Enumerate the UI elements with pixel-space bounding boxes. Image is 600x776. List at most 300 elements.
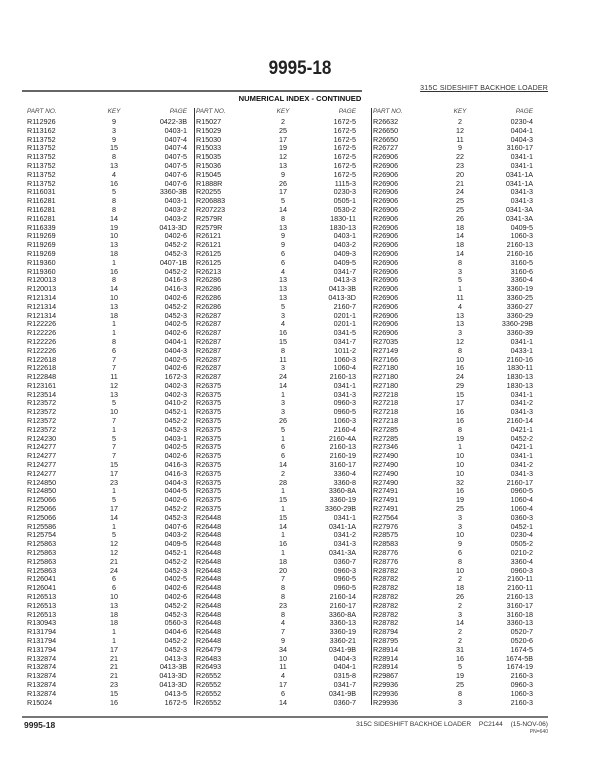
page-reference: 0404-5: [164, 486, 187, 496]
page-reference: 0230-4: [510, 116, 533, 126]
part-number: R26287: [196, 319, 222, 329]
page-reference: 0404-1: [333, 662, 356, 672]
page-reference: 2160-14: [329, 592, 356, 602]
page-reference: 0402-5: [164, 319, 187, 329]
key-number: 18: [110, 310, 118, 320]
page-reference: 0960-5: [333, 574, 356, 584]
part-number: R26287: [196, 328, 222, 338]
part-number: R125066: [27, 504, 57, 514]
column-divider: [194, 108, 195, 705]
key-number: 26: [279, 416, 287, 426]
page-reference: 0413-3D: [328, 292, 356, 302]
header-key: KEY: [107, 108, 121, 115]
page-reference: 3360-21: [329, 636, 356, 645]
part-number: R26213: [196, 266, 222, 276]
page-reference: 0421-1: [510, 442, 533, 452]
key-number: 8: [112, 152, 116, 162]
key-number: 2: [281, 116, 285, 126]
key-number: 3: [458, 266, 462, 276]
machine-title: 315C SIDESHIFT BACKHOE LOADER: [420, 85, 548, 92]
page-reference: 0416-3: [164, 275, 187, 285]
page-reference: 1830-13: [506, 372, 533, 382]
key-number: 8: [112, 204, 116, 214]
key-number: 18: [110, 248, 118, 258]
page-reference: 3160-17: [506, 600, 533, 610]
key-number: 10: [456, 354, 464, 364]
part-number: R126041: [27, 574, 57, 584]
key-number: 21: [110, 653, 118, 663]
key-number: 10: [110, 231, 118, 241]
numerical-index-table: [27, 108, 552, 714]
part-number: R26448: [196, 609, 222, 619]
page-reference: 3160-17: [329, 460, 356, 470]
part-number: R27976: [373, 521, 399, 531]
part-number: R26375: [196, 380, 222, 390]
part-number: R26375: [196, 424, 222, 434]
key-number: 7: [281, 574, 285, 584]
column-header-row: [27, 108, 190, 117]
page-reference: 0341-1: [510, 152, 533, 162]
part-number: R1888R: [196, 178, 223, 188]
page-reference: 3160-6: [510, 266, 533, 276]
part-number: R26286: [196, 292, 222, 302]
key-number: 15: [279, 512, 287, 522]
key-number: 12: [110, 380, 118, 390]
page-reference: 0452-2: [164, 600, 187, 610]
page-reference: 0402-6: [164, 231, 187, 241]
page-reference: 2160-16: [506, 248, 533, 258]
key-number: 14: [110, 213, 118, 223]
part-number: R113752: [27, 134, 56, 144]
part-number: R26650: [373, 134, 399, 144]
key-number: 14: [456, 231, 464, 241]
key-number: 13: [456, 310, 464, 320]
part-number: R27180: [373, 363, 399, 373]
part-number: R124277: [27, 468, 57, 478]
key-number: 4: [458, 301, 462, 311]
page-reference: 0402-3: [164, 389, 187, 399]
key-number: 3: [458, 512, 462, 522]
key-number: 13: [279, 222, 287, 232]
key-number: 1: [281, 530, 285, 540]
key-number: 1: [281, 486, 285, 496]
page-reference: 0402-6: [164, 495, 187, 505]
key-number: 11: [110, 372, 118, 382]
key-number: 6: [112, 345, 116, 355]
page-reference: 0421-1: [510, 424, 533, 434]
page-reference: 1674-19: [506, 662, 533, 672]
page-reference: 0413-3D: [159, 222, 187, 232]
part-number: R2579R: [196, 222, 223, 232]
key-number: 1: [281, 433, 285, 443]
part-number: R26906: [373, 319, 399, 329]
key-number: 7: [112, 363, 116, 373]
part-number: R207223: [196, 204, 226, 214]
key-number: 13: [110, 301, 118, 311]
part-number: R26906: [373, 204, 399, 214]
key-number: 12: [456, 125, 464, 135]
page-reference: 2160-11: [507, 583, 533, 593]
page-reference: 0341-3: [333, 539, 356, 549]
page-reference: 0341-3: [510, 468, 533, 478]
part-number: R116339: [27, 222, 56, 232]
page-reference: 0230-4: [510, 530, 533, 540]
page-reference: 0402-6: [164, 583, 187, 593]
page-reference: 1672-5: [333, 160, 356, 170]
part-number: R26375: [196, 486, 222, 496]
key-number: 8: [112, 196, 116, 206]
key-number: 5: [458, 662, 462, 672]
page-reference: 0960-5: [510, 486, 533, 496]
page-reference: 1830-13: [506, 380, 533, 390]
part-number: R29867: [373, 671, 399, 681]
part-number: R120013: [27, 284, 57, 294]
part-number: R131794: [27, 644, 57, 654]
key-number: 16: [279, 328, 287, 338]
key-number: 5: [458, 275, 462, 285]
key-number: 7: [112, 442, 116, 452]
part-number: R26906: [373, 231, 399, 241]
part-number: R113752: [27, 178, 56, 188]
key-number: 14: [110, 512, 118, 522]
part-number: R26448: [196, 600, 222, 610]
page-reference: 1115-3: [334, 178, 356, 188]
part-number: R27491: [373, 504, 399, 514]
key-number: 16: [456, 407, 464, 417]
page-reference: 0413-3B: [159, 662, 187, 672]
part-number: R26448: [196, 512, 222, 522]
part-number: R26479: [196, 644, 222, 654]
part-number: R27180: [373, 380, 399, 390]
page-reference: 1672-5: [333, 169, 356, 179]
key-number: 13: [279, 275, 287, 285]
page-reference: 1672-5: [333, 134, 356, 144]
page-reference: 0210-2: [510, 548, 533, 558]
key-number: 7: [112, 416, 116, 426]
page-reference: 0403-2: [164, 530, 187, 540]
key-number: 2: [458, 574, 462, 584]
page-reference: 1060-3: [510, 231, 533, 241]
key-number: 9: [458, 539, 462, 549]
key-number: 13: [279, 160, 287, 170]
page-reference: 0341-9B: [328, 688, 356, 698]
part-number: R26375: [196, 460, 222, 470]
part-number: R124850: [27, 477, 57, 487]
part-number: R27166: [373, 354, 399, 364]
part-number: R125863: [27, 548, 57, 558]
part-number: R28782: [373, 600, 399, 610]
part-number: R15027: [196, 116, 222, 126]
part-number: R26552: [196, 679, 222, 689]
key-number: 13: [110, 389, 118, 399]
part-number: R26375: [196, 389, 222, 399]
part-number: R132874: [27, 671, 57, 681]
page-reference: 0452-2: [164, 636, 187, 645]
key-number: 10: [456, 565, 464, 575]
page-reference: 0452-2: [164, 301, 187, 311]
page-reference: 0341-3: [510, 187, 533, 197]
key-number: 3: [112, 125, 116, 135]
page-reference: 3360-29: [506, 310, 533, 320]
page-reference: 0416-3: [164, 468, 187, 478]
page-reference: 0341-9B: [328, 644, 356, 654]
page-reference: 1674-5: [510, 644, 533, 654]
key-number: 14: [279, 697, 287, 707]
page-reference: 0341-2: [333, 530, 356, 540]
part-number: R113162: [27, 125, 56, 135]
page-reference: 0422-3B: [159, 116, 187, 126]
key-number: 9: [112, 116, 116, 126]
part-number: R122618: [27, 354, 57, 364]
page-reference: 2160-13: [506, 240, 533, 250]
page-reference: 0402-6: [164, 592, 187, 602]
part-number: R28914: [373, 644, 399, 654]
key-number: 5: [112, 530, 116, 540]
part-number: R123572: [27, 407, 57, 417]
key-number: 6: [281, 451, 285, 461]
key-number: 16: [110, 697, 118, 707]
page-reference: 0402-5: [164, 442, 187, 452]
part-number: R126513: [27, 592, 57, 602]
key-number: 13: [456, 319, 464, 329]
part-number: R27285: [373, 433, 399, 443]
part-number: R28776: [373, 548, 399, 558]
page-reference: 0413-3D: [159, 671, 187, 681]
page-reference: 0404-3: [164, 477, 187, 487]
page-reference: 0315-8: [333, 671, 356, 681]
page-reference: 0402-5: [164, 354, 187, 364]
part-number: R125863: [27, 565, 57, 575]
page-reference: 1672-5: [164, 697, 187, 707]
page-reference: 3160-18: [506, 609, 533, 619]
key-number: 11: [456, 134, 464, 144]
page-reference: 1060-3: [510, 688, 533, 698]
page-reference: 3360-29B: [324, 504, 356, 514]
key-number: 4: [281, 618, 285, 628]
key-number: 21: [110, 556, 118, 566]
page-reference: 0341-1: [510, 336, 533, 346]
key-number: 14: [279, 460, 287, 470]
part-number: R132874: [27, 679, 57, 689]
footer-page-number: 9995-18: [24, 720, 56, 730]
page-reference: 3160-17: [506, 143, 533, 153]
part-number: R27035: [373, 336, 399, 346]
key-number: 10: [110, 592, 118, 602]
header-rule: [22, 90, 362, 92]
key-number: 26: [456, 592, 464, 602]
page-reference: 0402-3: [164, 380, 187, 390]
key-number: 1: [281, 548, 285, 558]
key-number: 10: [456, 460, 464, 470]
page-reference: 2160-19: [329, 451, 356, 461]
key-number: 8: [112, 275, 116, 285]
page-reference: 0403-2: [164, 204, 187, 214]
part-number: R119269: [27, 231, 56, 241]
key-number: 31: [456, 644, 464, 654]
page-reference: 0341-1A: [328, 521, 356, 531]
page-reference: 0341-1A: [505, 169, 533, 179]
page-reference: 0413-3D: [159, 679, 187, 689]
key-number: 19: [456, 433, 464, 443]
key-number: 25: [456, 504, 464, 514]
page-reference: 3360-13: [329, 618, 356, 628]
page-reference: 0409-5: [164, 539, 187, 549]
part-number: R125863: [27, 556, 57, 566]
key-number: 4: [281, 266, 285, 276]
part-number: R29936: [373, 697, 399, 707]
key-number: 14: [456, 618, 464, 628]
key-number: 8: [458, 424, 462, 434]
part-number: R27490: [373, 468, 399, 478]
page-reference: 1011-2: [334, 345, 356, 355]
page-reference: 0402-6: [164, 328, 187, 338]
footer-date: (15-NOV-06): [510, 721, 548, 728]
key-number: 1: [281, 389, 285, 399]
key-number: 4: [281, 319, 285, 329]
key-number: 5: [281, 301, 285, 311]
part-number: R26375: [196, 477, 222, 487]
page-reference: 0341-3A: [505, 204, 533, 214]
key-number: 18: [456, 222, 464, 232]
part-number: R123161: [27, 380, 57, 390]
key-number: 1: [458, 442, 462, 452]
page-reference: 0201-1: [333, 319, 356, 329]
key-number: 8: [281, 592, 285, 602]
part-number: R26286: [196, 301, 222, 311]
key-number: 19: [456, 671, 464, 681]
part-number: R26375: [196, 398, 222, 408]
page-reference: 3360-4: [510, 275, 533, 285]
key-number: 12: [110, 548, 118, 558]
part-number: R26448: [196, 636, 222, 645]
key-number: 4: [112, 169, 116, 179]
key-number: 16: [456, 363, 464, 373]
key-number: 1: [281, 504, 285, 514]
part-number: R119360: [27, 266, 56, 276]
part-number: R28782: [373, 574, 399, 584]
page-reference: 1060-4: [333, 363, 356, 373]
page-reference: 1672-3: [164, 372, 187, 382]
part-number: R26906: [373, 152, 399, 162]
part-number: R113752: [27, 152, 56, 162]
key-number: 14: [456, 248, 464, 258]
key-number: 21: [456, 178, 464, 188]
part-number: R121314: [27, 301, 57, 311]
page-reference: 0452-2: [164, 266, 187, 276]
page-reference: 3360-19: [329, 495, 356, 505]
key-number: 8: [281, 583, 285, 593]
page-reference: 3360-4: [333, 468, 356, 478]
key-number: 15: [456, 389, 464, 399]
part-number: R27490: [373, 460, 399, 470]
part-number: R15045: [196, 169, 222, 179]
header-page: PAGE: [169, 108, 187, 115]
page-reference: 0960-5: [333, 407, 356, 417]
key-number: 15: [110, 460, 118, 470]
key-number: 7: [112, 451, 116, 461]
part-number: R26448: [196, 530, 222, 540]
page-reference: 0960-3: [510, 565, 533, 575]
key-number: 10: [110, 407, 118, 417]
page-reference: 0452-1: [510, 521, 533, 531]
part-number: R15033: [196, 143, 222, 153]
part-number: R28776: [373, 556, 399, 566]
page-reference: 2160-13: [329, 372, 356, 382]
key-number: 18: [110, 609, 118, 619]
page-reference: 0452-3: [164, 609, 187, 619]
page-reference: 0402-6: [164, 451, 187, 461]
page-reference: 0409-5: [510, 222, 533, 232]
page-reference: 2160-3: [510, 697, 533, 707]
page-reference: 1672-5: [333, 125, 356, 135]
key-number: 1: [458, 284, 462, 294]
key-number: 1: [112, 636, 116, 645]
page-reference: 0407-6: [164, 178, 187, 188]
part-number: R26906: [373, 301, 399, 311]
page-reference: 0402-5: [164, 574, 187, 584]
page-reference: 0452-2: [510, 433, 533, 443]
part-number: R26448: [196, 556, 222, 566]
part-number: R131794: [27, 627, 57, 637]
part-number: R119269: [27, 240, 56, 250]
part-number: R26448: [196, 565, 222, 575]
key-number: 13: [110, 160, 118, 170]
page-reference: 0505-1: [333, 196, 356, 206]
header-part-no: PART NO.: [27, 108, 57, 115]
key-number: 2: [458, 116, 462, 126]
key-number: 3: [458, 609, 462, 619]
key-number: 6: [281, 257, 285, 267]
key-number: 17: [279, 679, 287, 689]
page-reference: 0404-3: [333, 653, 356, 663]
key-number: 18: [279, 556, 287, 566]
part-number: R28782: [373, 583, 399, 593]
part-number: R27180: [373, 372, 399, 382]
part-number: R123572: [27, 398, 57, 408]
key-number: 10: [456, 530, 464, 540]
part-number: R26121: [196, 240, 222, 250]
part-number: R15035: [196, 152, 222, 162]
key-number: 23: [279, 600, 287, 610]
part-number: R29936: [373, 679, 399, 689]
part-number: R116031: [27, 187, 56, 197]
part-number: R206883: [196, 196, 226, 206]
page-reference: 2160-14: [506, 416, 533, 426]
part-number: R122226: [27, 328, 57, 338]
key-number: 25: [456, 196, 464, 206]
part-number: R132874: [27, 662, 57, 672]
page-reference: 2160-13: [329, 442, 356, 452]
key-number: 23: [456, 160, 464, 170]
part-number: R15029: [196, 125, 222, 135]
part-number: R26286: [196, 284, 222, 294]
key-number: 8: [458, 556, 462, 566]
part-number: R26552: [196, 671, 222, 681]
page-reference: 0341-1: [333, 380, 356, 390]
header-page: PAGE: [515, 108, 533, 115]
page-reference: 0402-6: [164, 292, 187, 302]
part-number: R26448: [196, 548, 222, 558]
key-number: 3: [281, 310, 285, 320]
page-reference: 0505-2: [510, 539, 533, 549]
key-number: 16: [456, 416, 464, 426]
part-number: R26906: [373, 328, 399, 338]
key-number: 10: [456, 468, 464, 478]
key-number: 1: [112, 319, 116, 329]
part-number: R28782: [373, 609, 399, 619]
key-number: 17: [110, 644, 118, 654]
page-reference: 0452-2: [164, 240, 187, 250]
